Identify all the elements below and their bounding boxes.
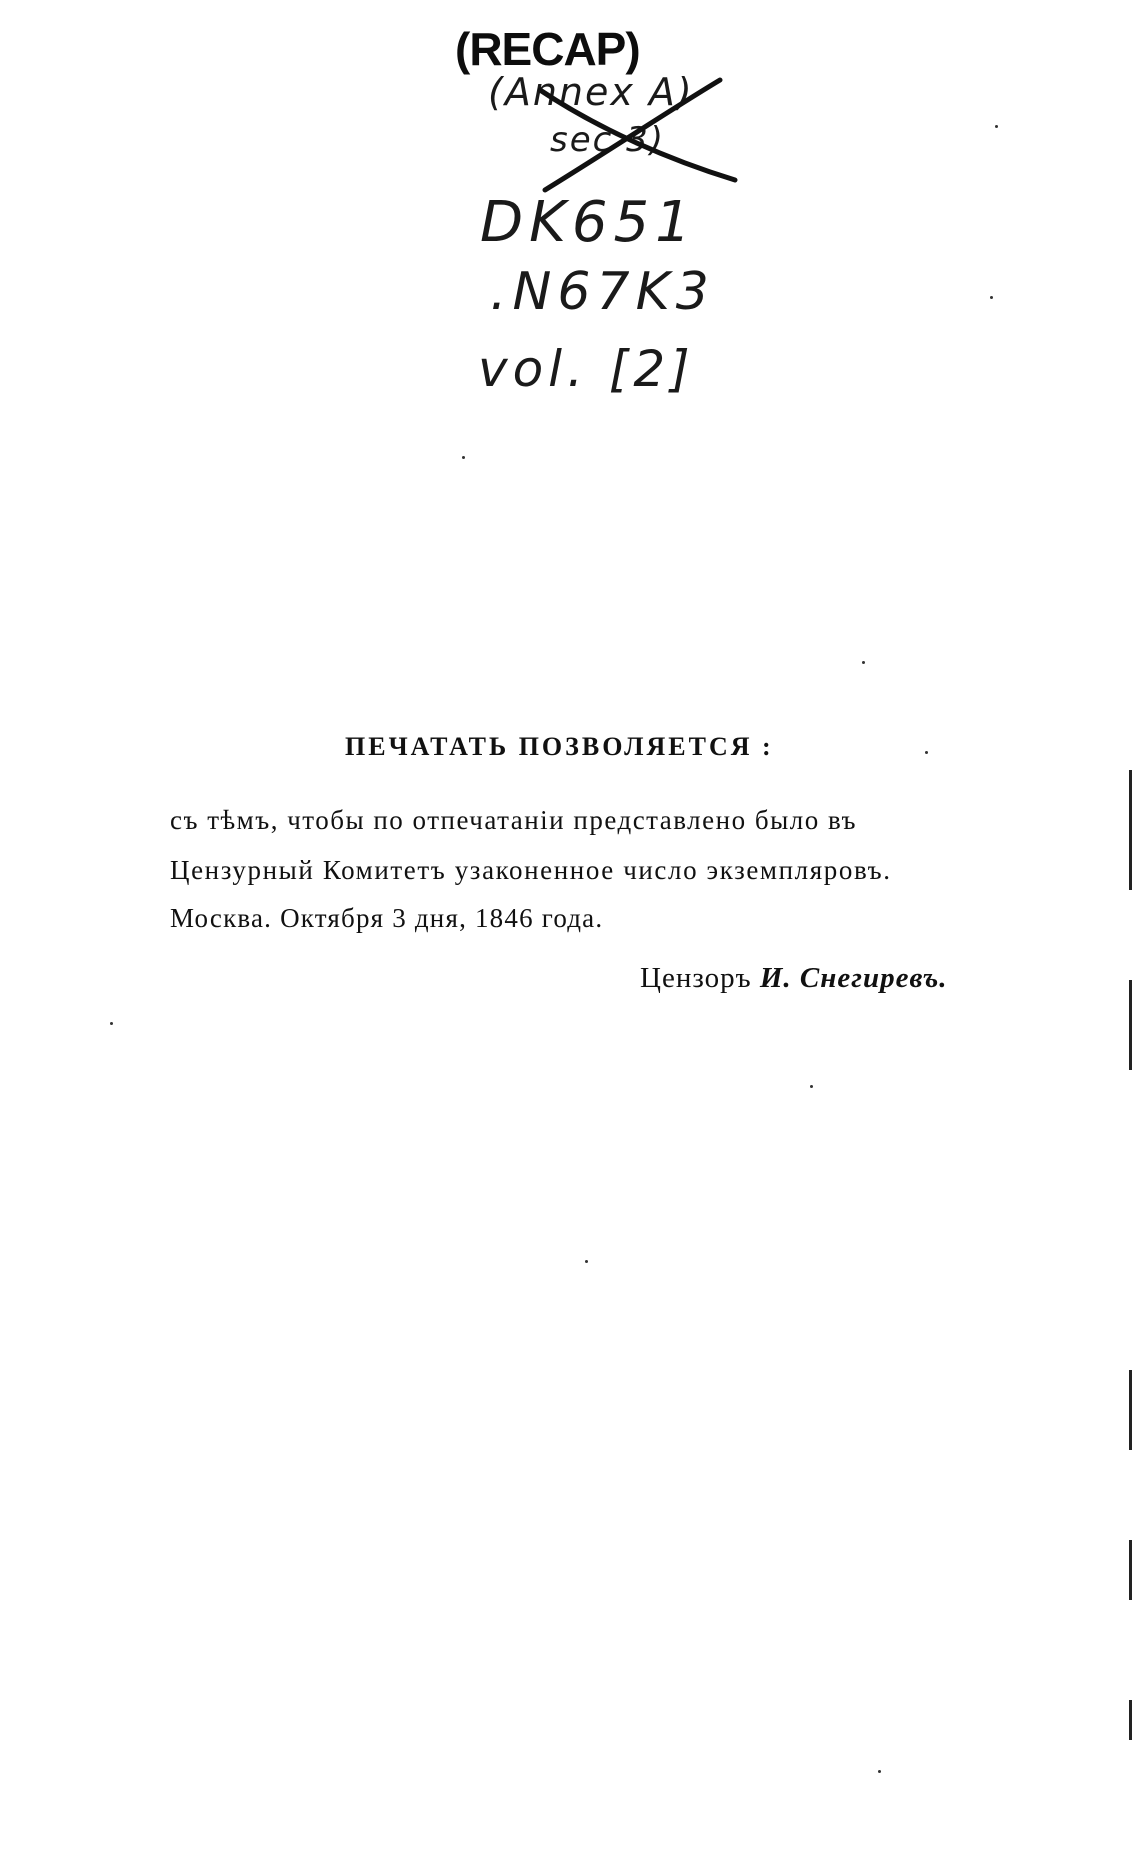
page-edge-mark (1129, 980, 1132, 1070)
approval-date-line: Москва. Октября 3 дня, 1846 года. (170, 903, 604, 933)
scan-speck (925, 751, 928, 754)
page-edge-mark (1129, 1540, 1132, 1600)
call-number-line-3: vol. [2] (478, 340, 695, 398)
scan-speck (585, 1260, 588, 1263)
call-number-line-1: DK651 (480, 190, 697, 255)
scan-speck (990, 296, 993, 299)
scan-speck (462, 456, 465, 459)
recap-stamp: (RECAP) (455, 23, 640, 75)
scan-speck (810, 1085, 813, 1088)
censor-signature (640, 962, 948, 995)
approval-text-line-1: съ тѣмъ, чтобы по отпечатаніи представлено было въ (170, 805, 857, 835)
approval-text-line-2: Цензурный Комитетъ узаконенное число экземпляровъ. (170, 855, 892, 885)
scan-speck (110, 1022, 113, 1025)
page-edge-mark (1129, 1370, 1132, 1450)
page-edge-mark (1129, 770, 1132, 890)
censor-title: Цензоръ (640, 962, 752, 994)
annex-handwritten-note: (Annex A) (488, 70, 694, 114)
scan-speck (878, 1770, 881, 1773)
call-number-line-2: .N67K3 (490, 262, 715, 322)
section-handwritten-note: sec 3) (550, 120, 666, 160)
approval-heading: ПЕЧАТАТЬ ПОЗВОЛЯЕТСЯ : (345, 732, 774, 761)
page-edge-mark (1129, 1700, 1132, 1740)
scan-speck (995, 125, 998, 128)
censor-name: И. Снегиревъ. (759, 962, 948, 994)
strikethrough-mark (520, 70, 750, 200)
scan-speck (862, 661, 865, 664)
